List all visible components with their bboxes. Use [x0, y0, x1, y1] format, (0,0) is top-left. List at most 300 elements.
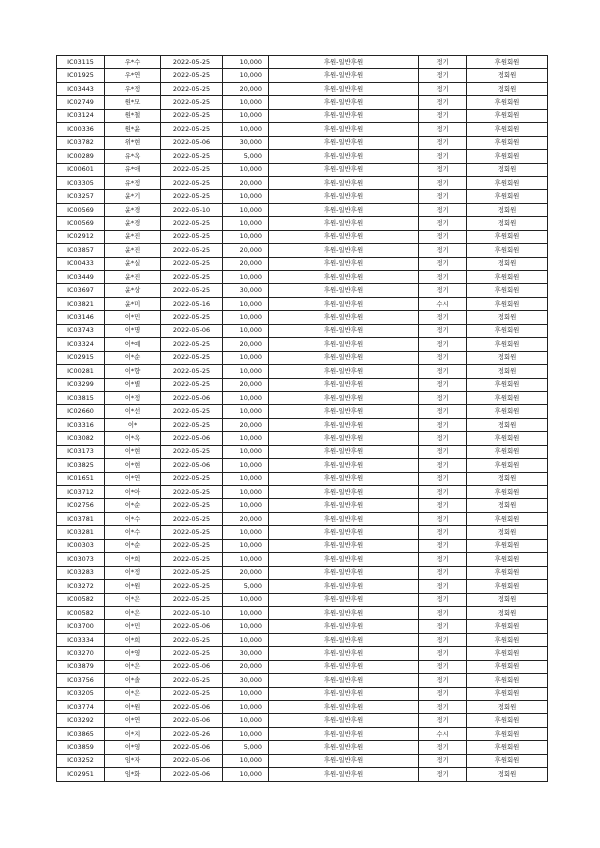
- donor-id-cell: IC03292: [57, 714, 105, 727]
- table-row: [57, 123, 548, 136]
- donation-type-cell: 후원-일반후원: [269, 405, 419, 418]
- donation-date-cell: 2022-05-06: [161, 660, 223, 673]
- table-row: [57, 203, 548, 216]
- table-row: [57, 714, 548, 727]
- payment-cycle-cell: 정기: [419, 499, 467, 512]
- member-type-cell: 정회원: [467, 499, 548, 512]
- donor-name-cell: 이*선: [105, 405, 161, 418]
- donor-id-cell: IC02749: [57, 96, 105, 109]
- donation-date-cell: 2022-05-25: [161, 687, 223, 700]
- member-type-cell: 정회원: [467, 351, 548, 364]
- payment-cycle-cell: 정기: [419, 660, 467, 673]
- member-type-cell: 정회원: [467, 472, 548, 485]
- payment-cycle-cell: 정기: [419, 606, 467, 619]
- amount-cell: 10,000: [223, 351, 269, 364]
- donation-type-cell: 후원-일반후원: [269, 593, 419, 606]
- donation-date-cell: 2022-05-06: [161, 459, 223, 472]
- member-type-cell: 후원회원: [467, 230, 548, 243]
- table-row: [57, 459, 548, 472]
- donation-type-cell: 후원-일반후원: [269, 176, 419, 189]
- donor-name-cell: 이*수: [105, 526, 161, 539]
- donation-type-cell: 후원-일반후원: [269, 324, 419, 337]
- donor-name-cell: 윤*상: [105, 284, 161, 297]
- payment-cycle-cell: 정기: [419, 324, 467, 337]
- donation-table-body: [57, 56, 548, 782]
- member-type-cell: 정회원: [467, 606, 548, 619]
- donor-id-cell: IC03334: [57, 633, 105, 646]
- donation-type-cell: 후원-일반후원: [269, 271, 419, 284]
- donor-name-cell: 원*철: [105, 109, 161, 122]
- member-type-cell: 후원회원: [467, 150, 548, 163]
- table-row: [57, 432, 548, 445]
- payment-cycle-cell: 정기: [419, 754, 467, 767]
- payment-cycle-cell: 정기: [419, 391, 467, 404]
- amount-cell: 10,000: [223, 271, 269, 284]
- donation-date-cell: 2022-05-25: [161, 123, 223, 136]
- table-row: [57, 230, 548, 243]
- donor-id-cell: IC02951: [57, 768, 105, 781]
- member-type-cell: 후원회원: [467, 96, 548, 109]
- donation-date-cell: 2022-05-25: [161, 405, 223, 418]
- table-row: [57, 405, 548, 418]
- donation-type-cell: 후원-일반후원: [269, 311, 419, 324]
- amount-cell: 10,000: [223, 432, 269, 445]
- amount-cell: 10,000: [223, 203, 269, 216]
- payment-cycle-cell: 정기: [419, 136, 467, 149]
- amount-cell: 10,000: [223, 365, 269, 378]
- donor-name-cell: 이*은: [105, 593, 161, 606]
- donor-id-cell: IC03324: [57, 338, 105, 351]
- donation-date-cell: 2022-05-25: [161, 378, 223, 391]
- donation-type-cell: 후원-일반후원: [269, 365, 419, 378]
- payment-cycle-cell: 정기: [419, 311, 467, 324]
- member-type-cell: 후원회원: [467, 56, 548, 69]
- table-row: [57, 297, 548, 310]
- amount-cell: 20,000: [223, 378, 269, 391]
- donor-id-cell: IC03821: [57, 297, 105, 310]
- member-type-cell: 후원회원: [467, 378, 548, 391]
- member-type-cell: 후원회원: [467, 754, 548, 767]
- donation-date-cell: 2022-05-25: [161, 580, 223, 593]
- donation-type-cell: 후원-일반후원: [269, 190, 419, 203]
- table-row: [57, 472, 548, 485]
- member-type-cell: 정회원: [467, 203, 548, 216]
- payment-cycle-cell: 수시: [419, 727, 467, 740]
- donation-type-cell: 후원-일반후원: [269, 566, 419, 579]
- donor-name-cell: 이*연: [105, 714, 161, 727]
- donation-type-cell: 후원-일반후원: [269, 123, 419, 136]
- table-row: [57, 445, 548, 458]
- payment-cycle-cell: 정기: [419, 203, 467, 216]
- member-type-cell: 정회원: [467, 217, 548, 230]
- donor-id-cell: IC03316: [57, 418, 105, 431]
- donor-name-cell: 유*정: [105, 176, 161, 189]
- donation-type-cell: 후원-일반후원: [269, 297, 419, 310]
- member-type-cell: 정회원: [467, 418, 548, 431]
- donation-type-cell: 후원-일반후원: [269, 109, 419, 122]
- donor-id-cell: IC03146: [57, 311, 105, 324]
- payment-cycle-cell: 정기: [419, 217, 467, 230]
- amount-cell: 20,000: [223, 418, 269, 431]
- donation-type-cell: 후원-일반후원: [269, 741, 419, 754]
- donor-name-cell: 이*민: [105, 311, 161, 324]
- table-row: [57, 606, 548, 619]
- amount-cell: 20,000: [223, 512, 269, 525]
- amount-cell: 10,000: [223, 123, 269, 136]
- donation-date-cell: 2022-05-25: [161, 445, 223, 458]
- donor-id-cell: IC03449: [57, 271, 105, 284]
- table-row: [57, 553, 548, 566]
- donation-date-cell: 2022-05-06: [161, 701, 223, 714]
- member-type-cell: 정회원: [467, 526, 548, 539]
- amount-cell: 20,000: [223, 176, 269, 189]
- donor-name-cell: 우*수: [105, 56, 161, 69]
- payment-cycle-cell: 정기: [419, 56, 467, 69]
- donor-id-cell: IC03115: [57, 56, 105, 69]
- payment-cycle-cell: 정기: [419, 459, 467, 472]
- table-row: [57, 741, 548, 754]
- payment-cycle-cell: 정기: [419, 512, 467, 525]
- amount-cell: 5,000: [223, 150, 269, 163]
- donation-date-cell: 2022-05-25: [161, 217, 223, 230]
- donor-id-cell: IC03697: [57, 284, 105, 297]
- amount-cell: 20,000: [223, 82, 269, 95]
- donor-name-cell: 이*은: [105, 606, 161, 619]
- amount-cell: 10,000: [223, 297, 269, 310]
- amount-cell: 10,000: [223, 727, 269, 740]
- donor-id-cell: IC03879: [57, 660, 105, 673]
- donor-id-cell: IC03272: [57, 580, 105, 593]
- donation-type-cell: 후원-일반후원: [269, 459, 419, 472]
- donation-type-cell: 후원-일반후원: [269, 244, 419, 257]
- member-type-cell: 후원회원: [467, 580, 548, 593]
- donation-type-cell: 후원-일반후원: [269, 768, 419, 781]
- amount-cell: 10,000: [223, 768, 269, 781]
- donation-date-cell: 2022-05-25: [161, 176, 223, 189]
- payment-cycle-cell: 정기: [419, 418, 467, 431]
- member-type-cell: 후원회원: [467, 432, 548, 445]
- donor-name-cell: 원*모: [105, 96, 161, 109]
- table-row: [57, 620, 548, 633]
- donation-type-cell: 후원-일반후원: [269, 445, 419, 458]
- table-row: [57, 351, 548, 364]
- donor-name-cell: 윤*실: [105, 257, 161, 270]
- table-row: [57, 176, 548, 189]
- donation-type-cell: 후원-일반후원: [269, 378, 419, 391]
- donor-name-cell: 이*은: [105, 660, 161, 673]
- donor-id-cell: IC03712: [57, 486, 105, 499]
- amount-cell: 10,000: [223, 391, 269, 404]
- amount-cell: 10,000: [223, 311, 269, 324]
- member-type-cell: 후원회원: [467, 123, 548, 136]
- donation-type-cell: 후원-일반후원: [269, 56, 419, 69]
- amount-cell: 10,000: [223, 96, 269, 109]
- donation-date-cell: 2022-05-25: [161, 674, 223, 687]
- donation-type-cell: 후원-일반후원: [269, 754, 419, 767]
- amount-cell: 20,000: [223, 660, 269, 673]
- member-type-cell: 정회원: [467, 163, 548, 176]
- amount-cell: 10,000: [223, 486, 269, 499]
- payment-cycle-cell: 정기: [419, 82, 467, 95]
- donor-id-cell: IC03281: [57, 526, 105, 539]
- donation-type-cell: 후원-일반후원: [269, 606, 419, 619]
- donation-date-cell: 2022-05-25: [161, 109, 223, 122]
- payment-cycle-cell: 정기: [419, 257, 467, 270]
- donor-name-cell: 이*향: [105, 365, 161, 378]
- donation-date-cell: 2022-05-25: [161, 526, 223, 539]
- donor-name-cell: 윤*진: [105, 271, 161, 284]
- donor-id-cell: IC02756: [57, 499, 105, 512]
- amount-cell: 10,000: [223, 714, 269, 727]
- payment-cycle-cell: 정기: [419, 741, 467, 754]
- donor-id-cell: IC03859: [57, 741, 105, 754]
- donor-name-cell: 이*정: [105, 391, 161, 404]
- donor-name-cell: 이*별: [105, 378, 161, 391]
- member-type-cell: 정회원: [467, 257, 548, 270]
- donor-id-cell: IC03865: [57, 727, 105, 740]
- member-type-cell: 정회원: [467, 311, 548, 324]
- donor-name-cell: 이*순: [105, 499, 161, 512]
- amount-cell: 10,000: [223, 499, 269, 512]
- donor-name-cell: 이*영: [105, 741, 161, 754]
- member-type-cell: 후원회원: [467, 512, 548, 525]
- donation-type-cell: 후원-일반후원: [269, 418, 419, 431]
- table-row: [57, 311, 548, 324]
- table-row: [57, 566, 548, 579]
- payment-cycle-cell: 정기: [419, 69, 467, 82]
- donation-type-cell: 후원-일반후원: [269, 217, 419, 230]
- donor-id-cell: IC03782: [57, 136, 105, 149]
- member-type-cell: 후원회원: [467, 539, 548, 552]
- payment-cycle-cell: 정기: [419, 472, 467, 485]
- donor-id-cell: IC00433: [57, 257, 105, 270]
- donation-date-cell: 2022-05-06: [161, 741, 223, 754]
- payment-cycle-cell: 정기: [419, 526, 467, 539]
- donation-type-cell: 후원-일반후원: [269, 539, 419, 552]
- member-type-cell: 후원회원: [467, 687, 548, 700]
- table-row: [57, 418, 548, 431]
- donation-type-cell: 후원-일반후원: [269, 580, 419, 593]
- payment-cycle-cell: 수시: [419, 297, 467, 310]
- payment-cycle-cell: 정기: [419, 445, 467, 458]
- donation-date-cell: 2022-05-16: [161, 297, 223, 310]
- payment-cycle-cell: 정기: [419, 701, 467, 714]
- donor-name-cell: 우*정: [105, 82, 161, 95]
- donation-date-cell: 2022-05-10: [161, 203, 223, 216]
- amount-cell: 10,000: [223, 701, 269, 714]
- member-type-cell: 후원회원: [467, 633, 548, 646]
- member-type-cell: 후원회원: [467, 486, 548, 499]
- donor-id-cell: IC03857: [57, 244, 105, 257]
- donor-name-cell: 윤*진: [105, 244, 161, 257]
- member-type-cell: 후원회원: [467, 459, 548, 472]
- donation-date-cell: 2022-05-25: [161, 633, 223, 646]
- donation-date-cell: 2022-05-26: [161, 727, 223, 740]
- table-row: [57, 244, 548, 257]
- donor-id-cell: IC03743: [57, 324, 105, 337]
- donor-id-cell: IC00303: [57, 539, 105, 552]
- donation-type-cell: 후원-일반후원: [269, 257, 419, 270]
- table-row: [57, 754, 548, 767]
- donor-id-cell: IC03205: [57, 687, 105, 700]
- member-type-cell: 후원회원: [467, 647, 548, 660]
- member-type-cell: 후원회원: [467, 714, 548, 727]
- amount-cell: 10,000: [223, 459, 269, 472]
- donation-date-cell: 2022-05-25: [161, 472, 223, 485]
- donation-type-cell: 후원-일반후원: [269, 714, 419, 727]
- amount-cell: 30,000: [223, 647, 269, 660]
- donation-date-cell: 2022-05-25: [161, 271, 223, 284]
- payment-cycle-cell: 정기: [419, 244, 467, 257]
- donor-id-cell: IC03270: [57, 647, 105, 660]
- table-row: [57, 647, 548, 660]
- member-type-cell: 후원회원: [467, 445, 548, 458]
- donation-date-cell: 2022-05-06: [161, 391, 223, 404]
- donation-type-cell: 후원-일반후원: [269, 391, 419, 404]
- table-row: [57, 660, 548, 673]
- amount-cell: 10,000: [223, 69, 269, 82]
- donor-id-cell: IC00336: [57, 123, 105, 136]
- donation-date-cell: 2022-05-25: [161, 512, 223, 525]
- donation-type-cell: 후원-일반후원: [269, 284, 419, 297]
- donation-date-cell: 2022-05-25: [161, 338, 223, 351]
- amount-cell: 30,000: [223, 136, 269, 149]
- donor-name-cell: 이*희: [105, 553, 161, 566]
- donation-date-cell: 2022-05-25: [161, 150, 223, 163]
- donation-date-cell: 2022-05-25: [161, 56, 223, 69]
- payment-cycle-cell: 정기: [419, 580, 467, 593]
- amount-cell: 10,000: [223, 109, 269, 122]
- donation-date-cell: 2022-05-06: [161, 754, 223, 767]
- amount-cell: 5,000: [223, 741, 269, 754]
- member-type-cell: 후원회원: [467, 620, 548, 633]
- payment-cycle-cell: 정기: [419, 620, 467, 633]
- donation-date-cell: 2022-05-25: [161, 418, 223, 431]
- donation-type-cell: 후원-일반후원: [269, 512, 419, 525]
- member-type-cell: 정회원: [467, 593, 548, 606]
- payment-cycle-cell: 정기: [419, 633, 467, 646]
- donor-name-cell: 이*원: [105, 701, 161, 714]
- donor-id-cell: IC03700: [57, 620, 105, 633]
- donation-type-cell: 후원-일반후원: [269, 553, 419, 566]
- donation-date-cell: 2022-05-25: [161, 96, 223, 109]
- donor-name-cell: 이*민: [105, 620, 161, 633]
- amount-cell: 10,000: [223, 163, 269, 176]
- amount-cell: 10,000: [223, 553, 269, 566]
- member-type-cell: 후원회원: [467, 338, 548, 351]
- donor-id-cell: IC03252: [57, 754, 105, 767]
- donor-name-cell: 이*명: [105, 324, 161, 337]
- donor-id-cell: IC01651: [57, 472, 105, 485]
- amount-cell: 10,000: [223, 445, 269, 458]
- donation-date-cell: 2022-05-25: [161, 486, 223, 499]
- donation-type-cell: 후원-일반후원: [269, 203, 419, 216]
- member-type-cell: 정회원: [467, 82, 548, 95]
- table-row: [57, 391, 548, 404]
- donor-name-cell: 우*연: [105, 69, 161, 82]
- donation-date-cell: 2022-05-25: [161, 230, 223, 243]
- donor-id-cell: IC00582: [57, 606, 105, 619]
- donation-date-cell: 2022-05-25: [161, 365, 223, 378]
- donor-id-cell: IC03815: [57, 391, 105, 404]
- payment-cycle-cell: 정기: [419, 647, 467, 660]
- donor-id-cell: IC03443: [57, 82, 105, 95]
- donation-type-cell: 후원-일반후원: [269, 660, 419, 673]
- payment-cycle-cell: 정기: [419, 351, 467, 364]
- member-type-cell: 후원회원: [467, 741, 548, 754]
- donation-type-cell: 후원-일반후원: [269, 526, 419, 539]
- donation-date-cell: 2022-05-25: [161, 351, 223, 364]
- payment-cycle-cell: 정기: [419, 378, 467, 391]
- donor-name-cell: 이*순: [105, 351, 161, 364]
- donor-id-cell: IC02915: [57, 351, 105, 364]
- amount-cell: 10,000: [223, 472, 269, 485]
- donor-id-cell: IC03299: [57, 378, 105, 391]
- member-type-cell: 정회원: [467, 365, 548, 378]
- donor-name-cell: 이*옥: [105, 432, 161, 445]
- table-row: [57, 284, 548, 297]
- donation-date-cell: 2022-05-25: [161, 566, 223, 579]
- payment-cycle-cell: 정기: [419, 768, 467, 781]
- amount-cell: 10,000: [223, 620, 269, 633]
- table-row: [57, 674, 548, 687]
- donation-type-cell: 후원-일반후원: [269, 163, 419, 176]
- member-type-cell: 후원회원: [467, 136, 548, 149]
- table-row: [57, 593, 548, 606]
- payment-cycle-cell: 정기: [419, 284, 467, 297]
- payment-cycle-cell: 정기: [419, 674, 467, 687]
- donation-type-cell: 후원-일반후원: [269, 338, 419, 351]
- donation-table: [56, 55, 548, 782]
- donation-type-cell: 후원-일반후원: [269, 351, 419, 364]
- table-row: [57, 257, 548, 270]
- donation-type-cell: 후원-일반후원: [269, 82, 419, 95]
- donation-date-cell: 2022-05-06: [161, 620, 223, 633]
- donor-name-cell: 이*은: [105, 687, 161, 700]
- donation-type-cell: 후원-일반후원: [269, 136, 419, 149]
- donor-name-cell: 원*윤: [105, 123, 161, 136]
- amount-cell: 10,000: [223, 539, 269, 552]
- table-row: [57, 512, 548, 525]
- amount-cell: 10,000: [223, 230, 269, 243]
- member-type-cell: 후원회원: [467, 176, 548, 189]
- donation-type-cell: 후원-일반후원: [269, 486, 419, 499]
- payment-cycle-cell: 정기: [419, 566, 467, 579]
- amount-cell: 10,000: [223, 687, 269, 700]
- donor-id-cell: IC00582: [57, 593, 105, 606]
- payment-cycle-cell: 정기: [419, 687, 467, 700]
- donor-id-cell: IC03082: [57, 432, 105, 445]
- donor-id-cell: IC00569: [57, 203, 105, 216]
- donor-name-cell: 위*현: [105, 136, 161, 149]
- member-type-cell: 후원회원: [467, 284, 548, 297]
- donation-type-cell: 후원-일반후원: [269, 472, 419, 485]
- donor-name-cell: 이*정: [105, 566, 161, 579]
- donor-id-cell: IC03305: [57, 176, 105, 189]
- donation-date-cell: 2022-05-06: [161, 432, 223, 445]
- donor-name-cell: 이*예: [105, 338, 161, 351]
- donor-name-cell: 윤*경: [105, 203, 161, 216]
- payment-cycle-cell: 정기: [419, 539, 467, 552]
- member-type-cell: 후원회원: [467, 727, 548, 740]
- donation-date-cell: 2022-05-25: [161, 284, 223, 297]
- donation-date-cell: 2022-05-25: [161, 257, 223, 270]
- amount-cell: 20,000: [223, 338, 269, 351]
- payment-cycle-cell: 정기: [419, 176, 467, 189]
- amount-cell: 10,000: [223, 754, 269, 767]
- amount-cell: 20,000: [223, 257, 269, 270]
- table-row: [57, 324, 548, 337]
